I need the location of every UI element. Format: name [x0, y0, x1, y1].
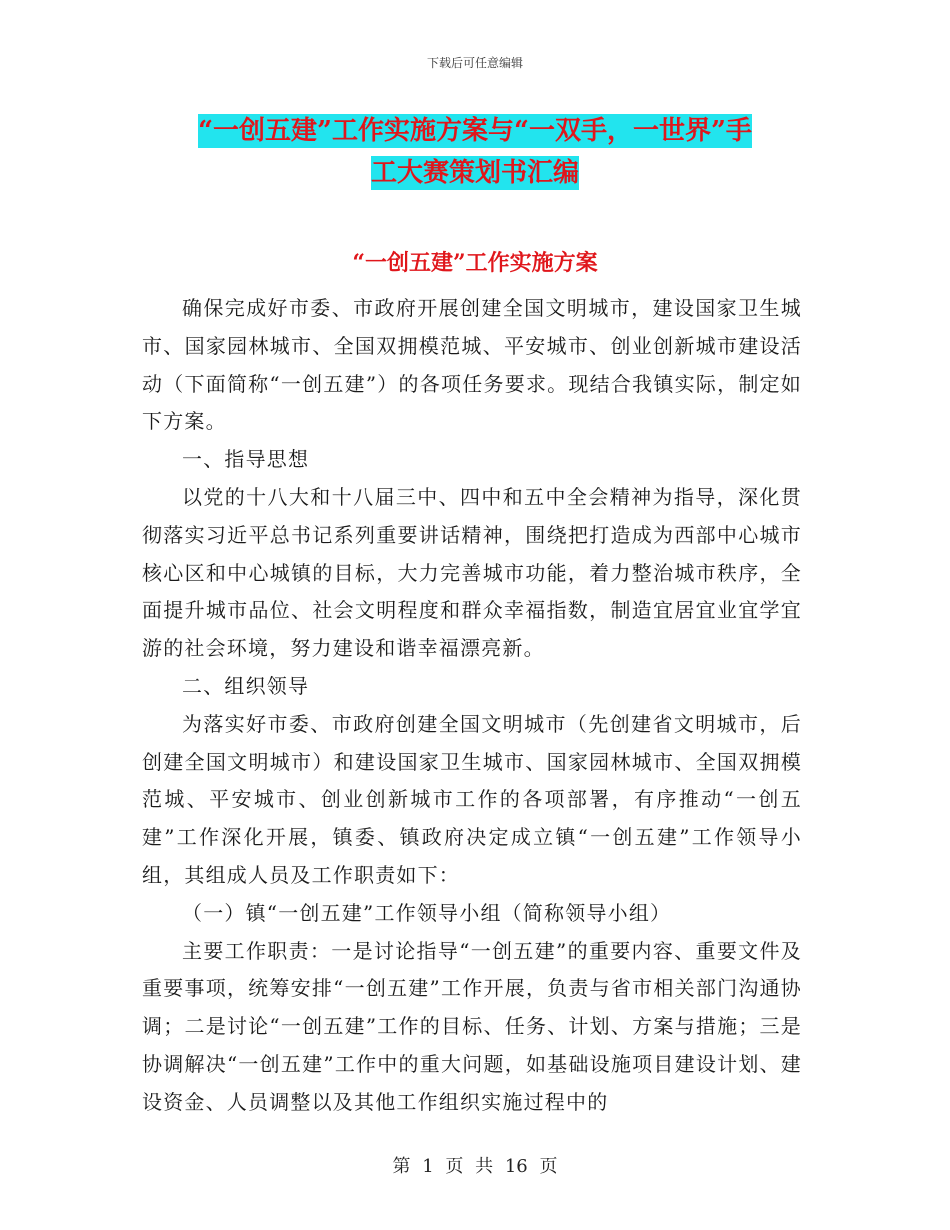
document-title	[140, 110, 810, 194]
paragraph-organization: 为落实好市委、市政府创建全国文明城市（先创建省文明城市，后创建全国文明城市）和建设国家卫生城市、国家园林城市、全国双拥模范城、平安城市、创业创新城市工作的各项部署，有序推动“一创五建”工作深化开展，镇委、镇政府决定成立镇“一创五建”工作领导小组，其组成人员及工作职责如下：	[142, 711, 802, 887]
header-note: 下载后可任意编辑	[426, 56, 523, 70]
paragraph-intro: 确保完成好市委、市政府开展创建全国文明城市，建设国家卫生城市、国家园林城市、全国双拥模范城、平安城市、创业创新城市建设活动（下面简称“一创五建”）的各项任务要求。现结合我镇实际，制定如下方案。	[142, 296, 802, 434]
title-line-2: 工大赛策划书汇编	[370, 158, 579, 188]
paragraph-guiding-ideology: 以党的十八大和十八届三中、四中和五中全会精神为指导，深化贯彻落实习近平总书记系列重要讲话精神，围绕把打造成为西部中心城市核心区和中心城镇的目标，大力完善城市功能，着力整治城市秩序，全面提升城市品位、社会文明程度和群众幸福指数，制造宜居宜业宜学宜游的社会环境，努力建设和谐幸福漂亮新。	[142, 484, 802, 661]
paragraph-main-duties: 主要工作职责：一是讨论指导“一创五建”的重要内容、重要文件及重要事项，统筹安排“一创五建”工作开展，负责与省市相关部门沟通协调；二是讨论“一创五建”工作的目标、任务、计划、方案与措施；三是协调解决“一创五建”工作中的重大问题，如基础设施项目建设计划、建设资金、人员调整以及其他工作组织实施过程中的	[142, 938, 802, 1114]
section-title: “一创五建”工作实施方案	[352, 250, 598, 276]
subheading-leading-group: （一）镇“一创五建”工作领导小组（简称领导小组）	[182, 900, 672, 925]
heading-guiding-ideology: 一、指导思想	[182, 447, 310, 472]
title-line-1: “一创五建”工作实施方案与“一双手，一世界”手	[198, 116, 752, 146]
page-footer: 第 1 页 共 16 页	[392, 1156, 558, 1177]
heading-organization: 二、组织领导	[182, 673, 310, 698]
document-body	[142, 290, 802, 1122]
